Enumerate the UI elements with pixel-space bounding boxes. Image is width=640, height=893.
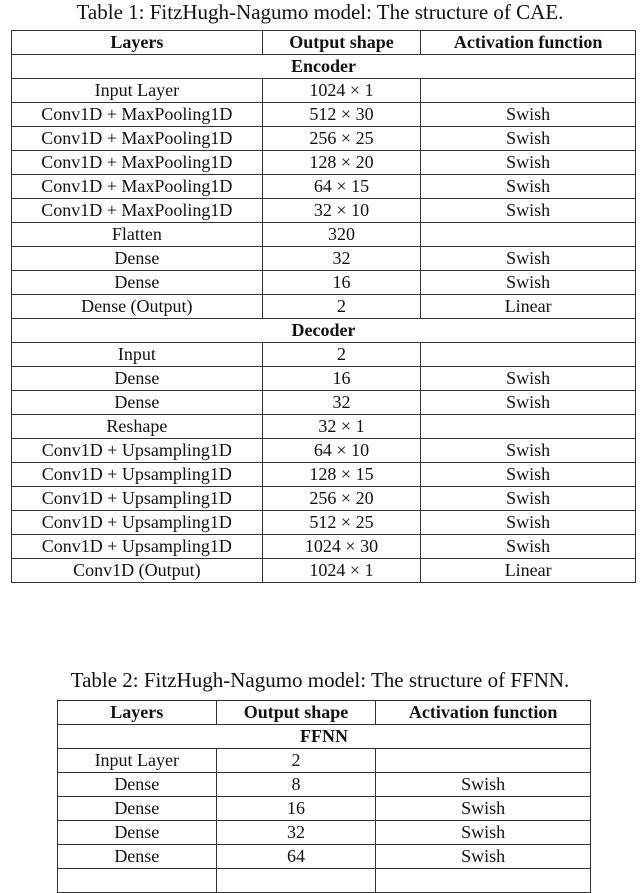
activation-cell: Swish <box>421 511 636 535</box>
layer-cell: Input Layer <box>58 749 217 773</box>
table-row <box>12 391 636 415</box>
layer-cell: Dense <box>58 773 217 797</box>
layer-cell: Dense <box>58 821 217 845</box>
layer-cell: Conv1D + MaxPooling1D <box>12 175 263 199</box>
layer-cell: Conv1D (Output) <box>12 559 263 583</box>
table2-caption: Table 2: FitzHugh-Nagumo model: The structure of FFNN. <box>70 668 570 692</box>
layer-cell: Conv1D + MaxPooling1D <box>12 199 263 223</box>
table-row <box>12 343 636 367</box>
table-row <box>12 439 636 463</box>
column-header: Activation function <box>376 701 591 725</box>
layer-cell: Dense <box>12 367 263 391</box>
activation-cell: Swish <box>421 103 636 127</box>
activation-cell: Linear <box>421 559 636 583</box>
activation-cell: Swish <box>376 845 591 869</box>
column-header: Output shape <box>262 31 421 55</box>
section-title: FFNN <box>58 725 591 749</box>
layer-cell: Input Layer <box>12 79 263 103</box>
ffnn-structure-table <box>57 700 591 893</box>
layer-cell: Conv1D + Upsampling1D <box>12 535 263 559</box>
activation-cell: Swish <box>376 797 591 821</box>
header-row <box>58 701 591 725</box>
output-shape-cell: 2 <box>262 343 421 367</box>
output-shape-cell: 16 <box>262 271 421 295</box>
output-shape-cell: 2 <box>262 295 421 319</box>
layer-cell: Conv1D + Upsampling1D <box>12 511 263 535</box>
table-row <box>12 127 636 151</box>
output-shape-cell: 8 <box>216 773 376 797</box>
table-row <box>58 821 591 845</box>
activation-cell: Swish <box>421 199 636 223</box>
output-shape-cell: 32 <box>216 821 376 845</box>
layer-cell: Conv1D + MaxPooling1D <box>12 127 263 151</box>
output-shape-cell: 512 × 25 <box>262 511 421 535</box>
table-row <box>58 773 591 797</box>
table-row <box>12 199 636 223</box>
activation-cell: Swish <box>376 821 591 845</box>
table-row <box>58 797 591 821</box>
layer-cell: Conv1D + MaxPooling1D <box>12 151 263 175</box>
output-shape-cell: 2 <box>216 749 376 773</box>
layer-cell: Dense <box>58 845 217 869</box>
column-header: Layers <box>58 701 217 725</box>
activation-cell: Swish <box>421 151 636 175</box>
output-shape-cell: 32 × 1 <box>262 415 421 439</box>
layer-cell: Conv1D + Upsampling1D <box>12 487 263 511</box>
output-shape-cell: 256 × 20 <box>262 487 421 511</box>
output-shape-cell: 64 × 15 <box>262 175 421 199</box>
section-row <box>58 725 591 749</box>
activation-cell: Swish <box>376 773 591 797</box>
table-row <box>58 749 591 773</box>
column-header: Activation function <box>421 31 636 55</box>
header-row <box>12 31 636 55</box>
column-header: Layers <box>12 31 263 55</box>
layer-cell: Conv1D + MaxPooling1D <box>12 103 263 127</box>
activation-cell: Swish <box>421 463 636 487</box>
table-row <box>58 869 591 893</box>
output-shape-cell: 64 × 10 <box>262 439 421 463</box>
activation-cell: Swish <box>421 247 636 271</box>
output-shape-cell: 1024 × 1 <box>262 559 421 583</box>
activation-cell: Swish <box>421 487 636 511</box>
activation-cell <box>421 223 636 247</box>
section-title: Encoder <box>12 55 636 79</box>
activation-cell: Swish <box>421 175 636 199</box>
layer-cell: Dense <box>12 247 263 271</box>
layer-cell: Flatten <box>12 223 263 247</box>
activation-cell: Swish <box>421 439 636 463</box>
table-row <box>12 463 636 487</box>
output-shape-cell: 32 × 10 <box>262 199 421 223</box>
cae-structure-table <box>11 30 636 583</box>
table-row <box>12 535 636 559</box>
activation-cell: Swish <box>421 391 636 415</box>
output-shape-cell: 128 × 20 <box>262 151 421 175</box>
activation-cell <box>376 749 591 773</box>
output-shape-cell: 1024 × 30 <box>262 535 421 559</box>
output-shape-cell: 16 <box>216 797 376 821</box>
layer-cell: Dense (Output) <box>12 295 263 319</box>
layer-cell: Dense <box>58 797 217 821</box>
table-row <box>58 845 591 869</box>
output-shape-cell: 32 <box>262 247 421 271</box>
layer-cell: Conv1D + Upsampling1D <box>12 463 263 487</box>
output-shape-cell: 128 × 15 <box>262 463 421 487</box>
output-shape-cell: 256 × 25 <box>262 127 421 151</box>
activation-cell: Swish <box>421 271 636 295</box>
table-row <box>12 79 636 103</box>
table-row <box>12 223 636 247</box>
table-row <box>12 559 636 583</box>
output-shape-cell: 16 <box>262 367 421 391</box>
output-shape-cell: 320 <box>262 223 421 247</box>
output-shape-cell: 64 <box>216 845 376 869</box>
layer-cell: Reshape <box>12 415 263 439</box>
layer-cell <box>58 869 217 893</box>
layer-cell: Dense <box>12 391 263 415</box>
output-shape-cell: 1024 × 1 <box>262 79 421 103</box>
table-row <box>12 151 636 175</box>
table1-caption: Table 1: FitzHugh-Nagumo model: The structure of CAE. <box>76 0 564 24</box>
section-row <box>12 319 636 343</box>
table-row <box>12 367 636 391</box>
activation-cell: Swish <box>421 367 636 391</box>
output-shape-cell <box>216 869 376 893</box>
section-title: Decoder <box>12 319 636 343</box>
layer-cell: Conv1D + Upsampling1D <box>12 439 263 463</box>
activation-cell <box>421 343 636 367</box>
output-shape-cell: 32 <box>262 391 421 415</box>
table-row <box>12 511 636 535</box>
table-row <box>12 415 636 439</box>
activation-cell: Swish <box>421 535 636 559</box>
table-row <box>12 295 636 319</box>
table-row <box>12 271 636 295</box>
table-row <box>12 103 636 127</box>
table-row <box>12 247 636 271</box>
activation-cell: Swish <box>421 127 636 151</box>
section-row <box>12 55 636 79</box>
layer-cell: Input <box>12 343 263 367</box>
activation-cell <box>421 415 636 439</box>
column-header: Output shape <box>216 701 376 725</box>
activation-cell <box>421 79 636 103</box>
table-row <box>12 175 636 199</box>
activation-cell: Linear <box>421 295 636 319</box>
output-shape-cell: 512 × 30 <box>262 103 421 127</box>
layer-cell: Dense <box>12 271 263 295</box>
activation-cell <box>376 869 591 893</box>
table-row <box>12 487 636 511</box>
